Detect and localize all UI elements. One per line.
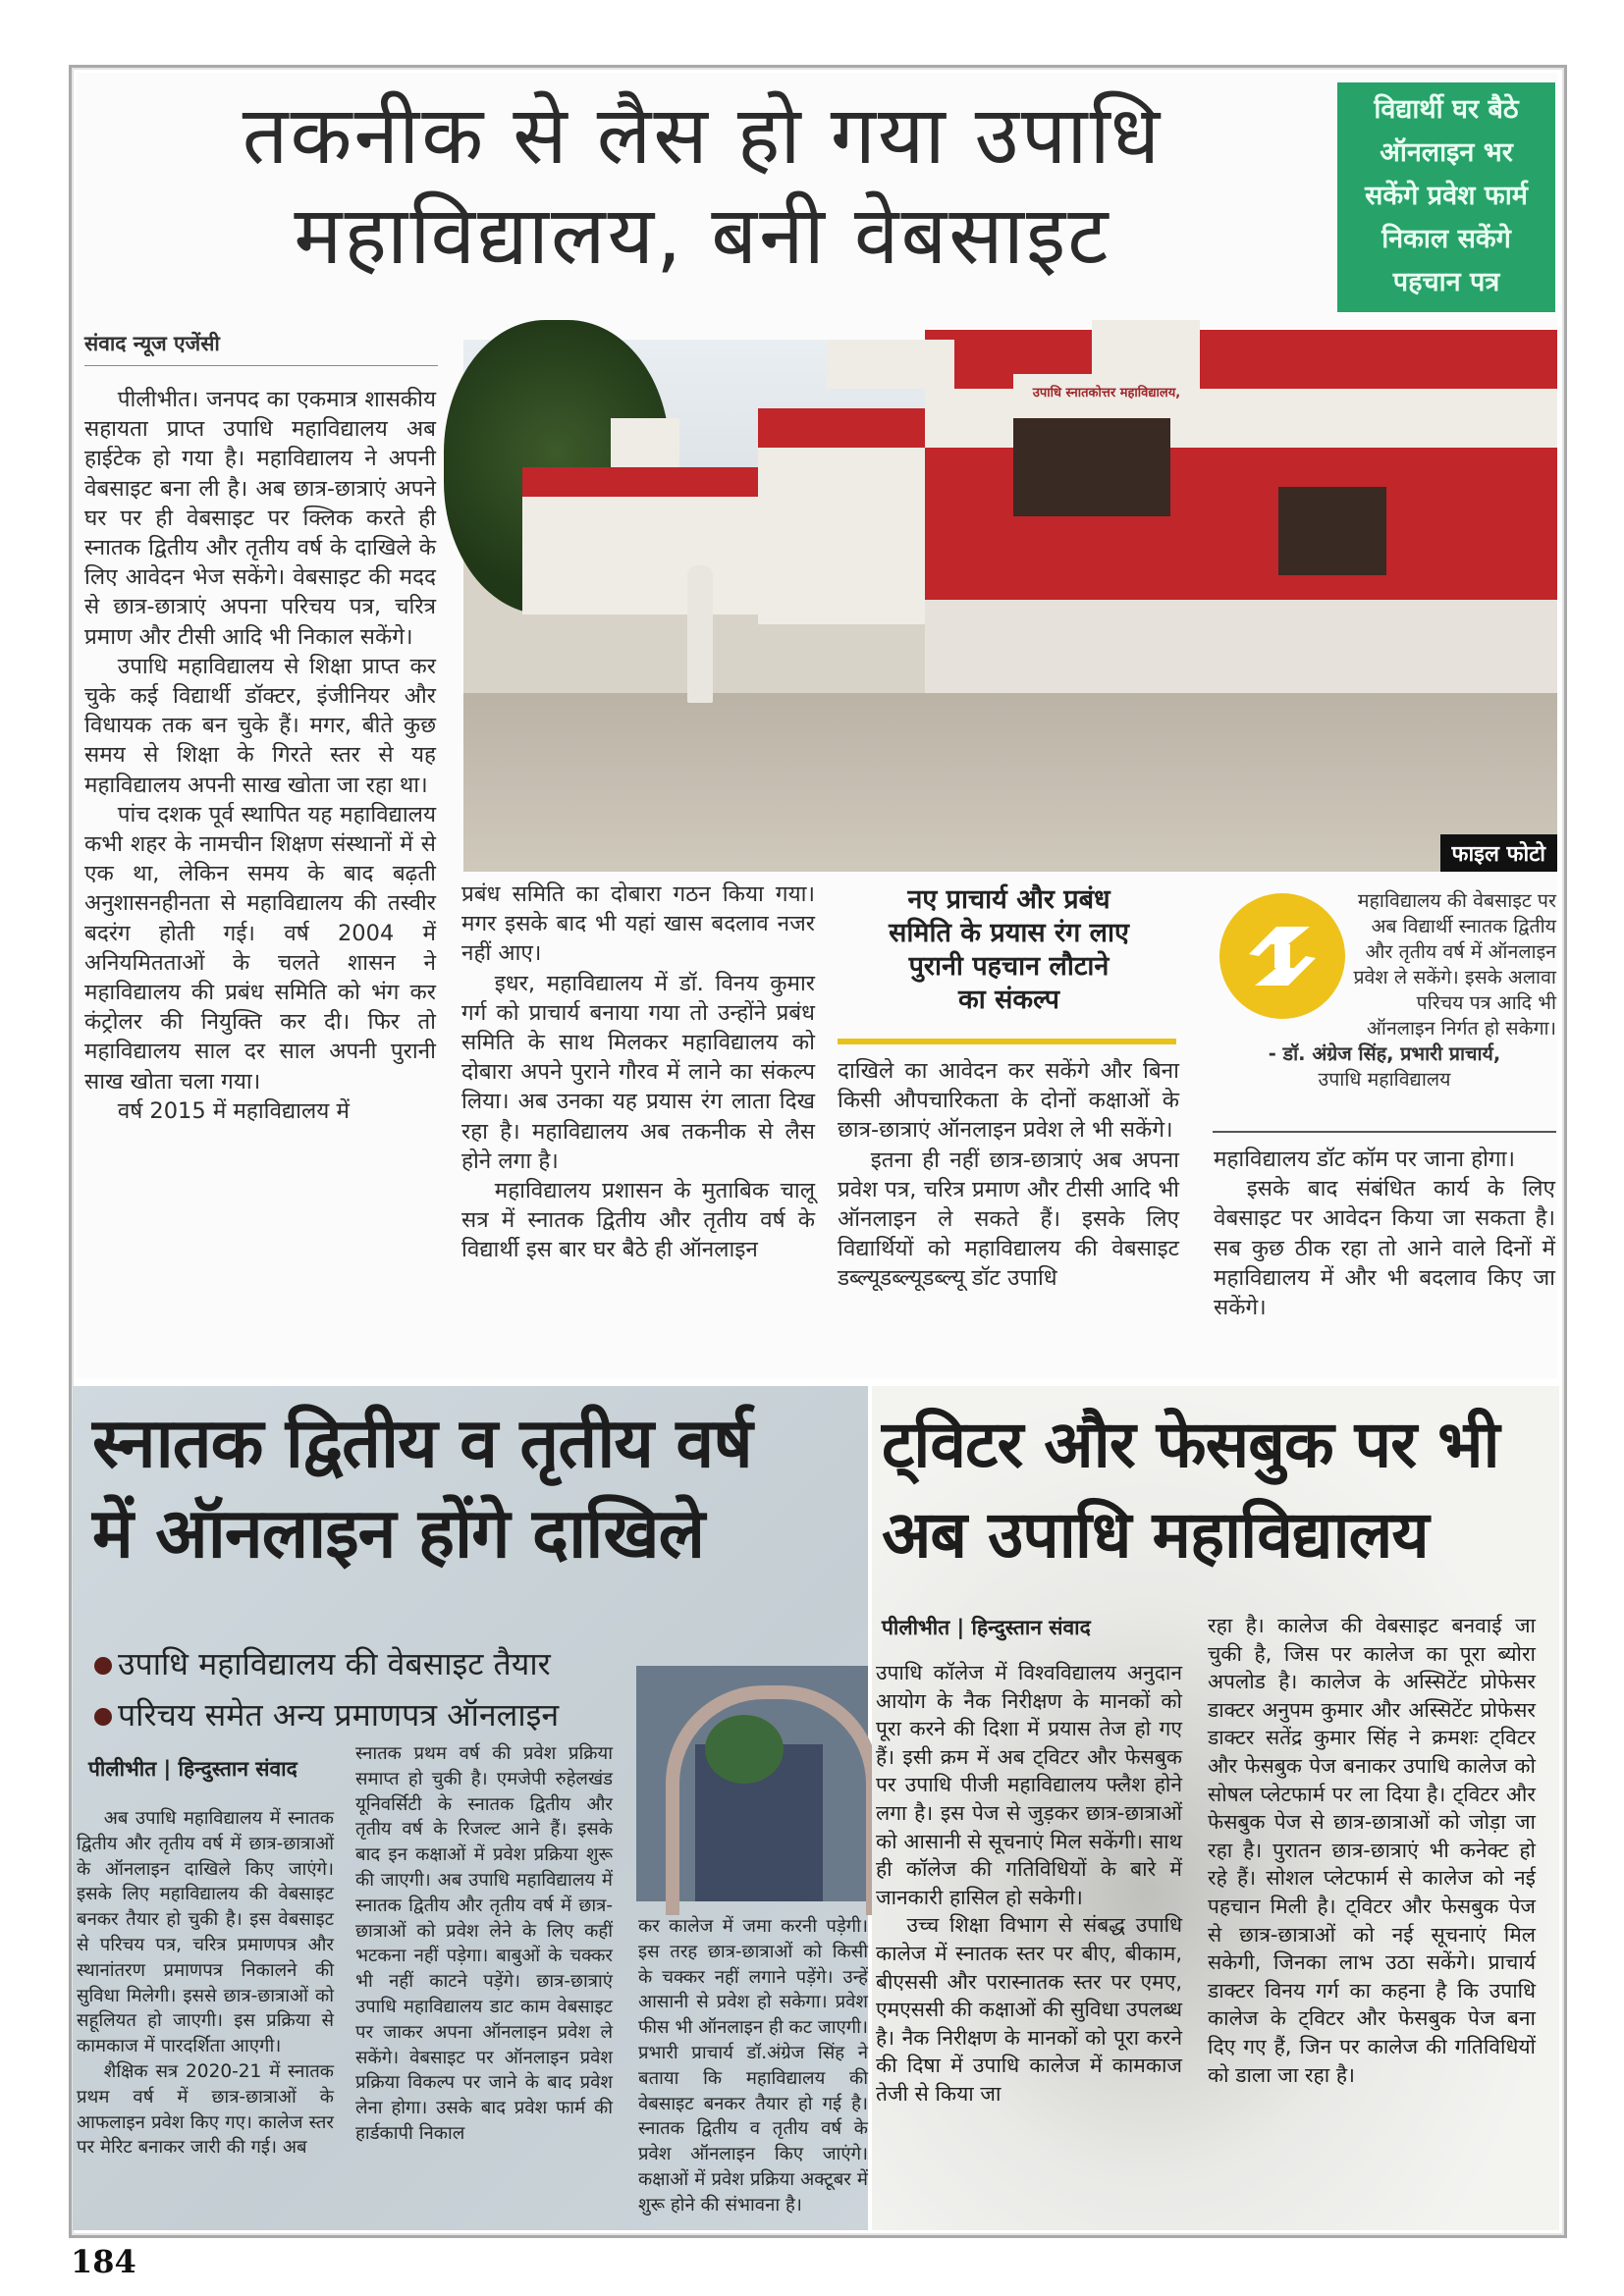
page-number: 184 bbox=[71, 2243, 136, 2280]
paragraph: रहा है। कालेज की वेबसाइट बनवाई जा चुकी है, जिस पर कालेज का पूरा ब्योरा अपलोड है। कालेज के अस्सिटेंट प्रोफेसर डाक्टर अनुपम कुमार और अस्सिटेंट प्रोफेसर डाक्टर सतेंद्र कुमार सिंह ने क्रमशः ट्विटर और फेसबुक पेज बनाकर उपाधि कालेज को सोषल प्लेटफार्म पर ला दिया है। ट्विटर और फेसबुक पेज से छात्र-छात्राओं को जोड़ा जा रहा है। पुरातन छात्र-छात्राएं भी कनेक्ट हो रहे हैं। सोशल प्लेटफार्म से कालेज को नई पहचान मिली है। ट्विटर और फेसबुक पेज से छात्र-छात्राओं को नई सूचनाएं मिल सकेगी, जिनका लाभ उठा सकेंगे। प्राचार्य डाक्टर विनय गर्ग का कहना है कि उपाधि कालेज के ट्विटर और फेसबुक पेज बना दिए गए हैं, जिन पर कालेज की गतिविधियों को डाला जा रहा है। bbox=[1208, 1614, 1536, 2087]
paragraph: कर कालेज में जमा करनी पड़ेगी। इस तरह छात्र-छात्राओं को किसी के चक्कर नहीं लगाने पड़ेंगे। उन्हें आसानी से प्रवेश हो सकेगा। प्रवेश फीस भी ऑनलाइन ही कट जाएगी। प्रभारी प्राचार्य डॉ.अंग्रेज सिंह ने बताया कि महाविद्यालय की वेबसाइट बनकर तैयार हो गई है। स्नातक द्वितीय व तृतीय वर्ष के प्रवेश ऑनलाइन किए जाएंगे। कक्षाओं में प्रवेश प्रक्रिया अक्टूबर में शुरू होने की संभावना है। bbox=[638, 1916, 868, 2216]
photo-doorway bbox=[1013, 418, 1170, 516]
paragraph: महाविद्यालय डॉट कॉम पर जाना होगा। bbox=[1214, 1147, 1516, 1172]
subhead-line: समिति के प्रयास रंग लाए bbox=[889, 918, 1129, 948]
bullet-text: परिचय समेत अन्य प्रमाणपत्र ऑनलाइन bbox=[118, 1696, 560, 1734]
bullet-icon bbox=[94, 1708, 112, 1726]
article-column-2 bbox=[355, 1741, 613, 2147]
divider bbox=[1213, 1131, 1556, 1133]
headline-line: अब उपाधि महाविद्यालय bbox=[882, 1497, 1429, 1573]
paragraph: उच्च शिक्षा विभाग से संबद्ध उपाधि कालेज में स्नातक स्तर पर बीए, बीकाम, बीएससी और परास्नातक स्तर पर एमए, एमएससी की कक्षाओं की सुविधा उपलब्ध है। नैक निरीक्षण के मानकों को पूरा करने की दिषा में उपाधि कालेज में कामकाज तेजी से किया जा bbox=[876, 1913, 1182, 2106]
highlight-line: निकाल सकेंगे bbox=[1381, 224, 1511, 254]
bullet-point bbox=[94, 1692, 559, 1737]
paragraph: पांच दशक पूर्व स्थापित यह महाविद्यालय कभी शहर के नामचीन शिक्षण संस्थानों में से एक था, लेकिन समय के बाद बढ़ती अनुशासनहीनता से महाविद्यालय की तस्वीर बदरंग होती गई। वर्ष 2004 में अनियमितताओं के चलते शासन ने महाविद्यालय की प्रबंध समिति को भंग कर कंट्रोलर की नियुक्ति कर दी। फिर तो महाविद्यालय साल दर साल अपनी पुरानी साख खोता चला गया। bbox=[84, 801, 436, 1095]
article-column-1 bbox=[84, 385, 436, 1126]
photo-window bbox=[827, 340, 954, 389]
college-gate-photo bbox=[636, 1666, 868, 1901]
photo-wing bbox=[758, 448, 935, 624]
photo-tree bbox=[705, 1715, 784, 1784]
paragraph: महाविद्यालय प्रशासन के मुताबिक चालू सत्र में स्नातक द्वितीय और तृतीय वर्ष के विद्यार्थी इस बार घर बैठे ही ऑनलाइन bbox=[461, 1178, 815, 1263]
yellow-divider bbox=[838, 1039, 1176, 1044]
article-column-4 bbox=[1214, 1145, 1555, 1322]
subhead-line: का संकल्प bbox=[957, 985, 1060, 1015]
highlight-line: विद्यार्थी घर बैठे bbox=[1374, 94, 1519, 125]
paragraph: पीलीभीत। जनपद का एकमात्र शासकीय सहायता प्राप्त उपाधि महाविद्यालय अब हाईटेक हो गया है। महाविद्यालय ने अपनी वेबसाइट बना ली है। अब छात्र-छात्राएं अपने घर पर ही वेबसाइट पर क्लिक करते ही स्नातक द्वितीय और तृतीय वर्ष के दाखिले के लिए आवेदन भेज सकेंगे। वेबसाइट की मदद से छात्र-छात्राएं अपना परिचय पत्र, चरित्र प्रमाण और टीसी आदि भी निकाल सकेंगे। bbox=[84, 387, 436, 650]
article-column-2 bbox=[1208, 1612, 1536, 2089]
quote-attribution: - डॉ. अंग्रेज सिंह, प्रभारी प्राचार्य, bbox=[1268, 1042, 1501, 1065]
article-column-3 bbox=[638, 1914, 868, 2218]
quote-box bbox=[1213, 888, 1556, 1093]
photo-plinth bbox=[925, 600, 1557, 693]
photo-wing bbox=[522, 497, 778, 614]
paragraph: उपाधि कॉलेज में विश्वविद्यालय अनुदान आयोग के नैक निरीक्षण के मानकों को पूरा करने की दिशा में प्रयास तेज हो गए हैं। इसी क्रम में अब ट्विटर और फेसबुक पर उपाधि पीजी महाविद्यालय फ्लैश होने लगा है। इस पेज से जुड़कर छात्र-छात्राओं को आसानी से सूचनाएं मिल सकेंगी। साथ ही कॉलेज की गतिविधियों के बारे में जानकारी हासिल हो सकेगी। bbox=[876, 1661, 1182, 1909]
headline-line: ट्विटर और फेसबुक पर भी bbox=[882, 1407, 1499, 1482]
paragraph: शैक्षिक सत्र 2020-21 में स्नातक प्रथम वर्ष में छात्र-छात्राओं के आफलाइन प्रवेश किए गए। कालेज स्तर पर मेरिट बनाकर जारी की गई। अब bbox=[77, 2060, 334, 2159]
bullet-text: उपाधि महाविद्यालय की वेबसाइट तैयार bbox=[118, 1645, 551, 1682]
paragraph: इधर, महाविद्यालय में डॉ. विनय कुमार गर्ग को प्राचार्य बनाया गया तो उन्होंने प्रबंध समिति के साथ मिलकर महाविद्यालय को दोबारा अपने पुराने गौरव में लाने का संकल्प लिया। अब उनका यह प्रयास रंग लाता दिख रहा है। महाविद्यालय अब तकनीक से लैस होने लगा है। bbox=[461, 970, 815, 1174]
paragraph: स्नातक प्रथम वर्ष की प्रवेश प्रक्रिया समाप्त हो चुकी है। एमजेपी रुहेलखंड यूनिवर्सिटी के स्नातक द्वितीय और तृतीय वर्ष के रिजल्ट आने हैं। इसके बाद इन कक्षाओं में प्रवेश प्रक्रिया शुरू की जाएगी। अब उपाधि महाविद्यालय में स्नातक द्वितीय और तृतीय वर्ष में छात्र-छात्राओं को प्रवेश लेने के लिए कहीं भटकना नहीं पड़ेगा। बाबुओं के चक्कर भी नहीं काटने पड़ेंगे। छात्र-छात्राएं उपाधि महाविद्यालय डाट काम वेबसाइट पर जाकर अपना ऑनलाइन प्रवेश ले सकेंगे। वेबसाइट पर ऑनलाइन प्रवेश प्रक्रिया विकल्प पर जाने के बाद प्रवेश लेना होगा। उसके बाद प्रवेश फार्म की हार्डकापी निकाल bbox=[355, 1743, 613, 2144]
paragraph: इसके बाद संबंधित कार्य के लिए वेबसाइट पर आवेदन किया जा सकता है। सब कुछ ठीक रहा तो आने वाले दिनों में महाविद्यालय में और भी बदलाव किए जा सकेंगे। bbox=[1214, 1176, 1555, 1321]
top-article-headline bbox=[88, 86, 1316, 287]
photo-caption: फाइल फोटो bbox=[1440, 834, 1557, 872]
dateline: पीलीभीत | हिन्दुस्तान संवाद bbox=[88, 1757, 298, 1781]
paragraph: दाखिले का आवेदन कर सकेंगे और बिना किसी औपचारिकता के दोनों कक्षाओं के छात्र-छात्राएं ऑनलाइन प्रवेश ले भी सकेंगे। bbox=[838, 1058, 1179, 1144]
subhead-line: नए प्राचार्य और प्रबंध bbox=[907, 884, 1110, 915]
article-column-1 bbox=[77, 1806, 334, 2161]
highlight-line: ऑनलाइन भर bbox=[1380, 137, 1513, 168]
quote-organization: उपाधि महाविद्यालय bbox=[1318, 1068, 1451, 1091]
paragraph: प्रबंध समिति का दोबारा गठन किया गया। मगर इसके बाद भी यहां खास बदलाव नजर नहीं आए। bbox=[461, 881, 815, 967]
bullet-icon bbox=[94, 1657, 112, 1675]
article-column-3 bbox=[838, 1056, 1179, 1294]
dateline: पीलीभीत | हिन्दुस्तान संवाद bbox=[882, 1616, 1091, 1639]
photo-window bbox=[1278, 487, 1386, 575]
article-column-1 bbox=[876, 1659, 1182, 2109]
paragraph: उपाधि महाविद्यालय से शिक्षा प्राप्त कर चुके कई विद्यार्थी डॉक्टर, इंजीनियर और विधायक तक बन चुके हैं। मगर, बीते कुछ समय से शिक्षा के गिरते स्तर से यह महाविद्यालय अपनी साख खोता जा रहा था। bbox=[84, 653, 436, 798]
headline-line: स्नातक द्वितीय व तृतीय वर्ष bbox=[92, 1403, 752, 1483]
byline: संवाद न्यूज एजेंसी bbox=[84, 332, 220, 355]
college-building-photo bbox=[463, 340, 1557, 872]
highlight-line: पहचान पत्र bbox=[1392, 267, 1500, 297]
bottom-right-clipping bbox=[872, 1386, 1559, 2230]
photo-roof bbox=[758, 408, 935, 448]
highlight-line: सकेंगे प्रवेश फार्म bbox=[1365, 181, 1528, 211]
photo-person bbox=[687, 565, 713, 703]
bottom-right-headline bbox=[882, 1400, 1499, 1580]
headline-line: तकनीक से लैस हो गया उपाधि bbox=[242, 89, 1163, 183]
quote-text: महाविद्यालय की वेबसाइट पर अब विद्यार्थी स्नातक द्वितीय और तृतीय वर्ष में ऑनलाइन प्रवेश ले सकेंगे। इसके अलावा परिचय पत्र आदि भी ऑनलाइन निर्गत हो सकेगा। bbox=[1353, 889, 1556, 1040]
divider bbox=[84, 365, 438, 366]
photo-roof bbox=[522, 467, 778, 497]
headline-line: में ऑनलाइन होंगे दाखिले bbox=[92, 1493, 705, 1574]
paragraph: इतना ही नहीं छात्र-छात्राएं अब अपना प्रवेश पत्र, चरित्र प्रमाण और टीसी आदि भी ऑनलाइन ले सकते हैं। इसके लिए विद्यार्थियों को महाविद्यालय की वेबसाइट डब्ल्यूडब्ल्यूडब्ल्यू डॉट उपाधि bbox=[838, 1147, 1179, 1292]
photo-sign: उपाधि स्नातकोत्तर महाविद्यालय, bbox=[1013, 374, 1200, 413]
article-column-2 bbox=[461, 880, 815, 1265]
highlight-box bbox=[1337, 82, 1555, 312]
bottom-left-clipping bbox=[73, 1386, 868, 2230]
headline-line: महाविद्यालय, बनी वेबसाइट bbox=[294, 189, 1110, 283]
bullet-point bbox=[94, 1641, 551, 1686]
subheadline bbox=[839, 883, 1178, 1017]
paragraph: वर्ष 2015 में महाविद्यालय में bbox=[117, 1097, 350, 1124]
bottom-left-headline bbox=[92, 1398, 752, 1578]
subhead-line: पुरानी पहचान लौटाने bbox=[908, 951, 1110, 982]
paragraph: अब उपाधि महाविद्यालय में स्नातक द्वितीय और तृतीय वर्ष में छात्र-छात्राओं के ऑनलाइन दाखिले किए जाएंगे। इसके लिए महाविद्यालय की वेबसाइट बनकर तैयार हो चुकी है। इस वेबसाइट से परिचय पत्र, चरित्र प्रमाणपत्र और स्थानांतरण प्रमाणपत्र निकालने की सुविधा मिलेगी। इससे छात्र-छात्राओं को सहूलियत हो जाएगी। इस प्रक्रिया से कामकाज में पारदर्शिता आएगी। bbox=[77, 1808, 334, 2057]
photo-ground bbox=[463, 693, 1557, 872]
